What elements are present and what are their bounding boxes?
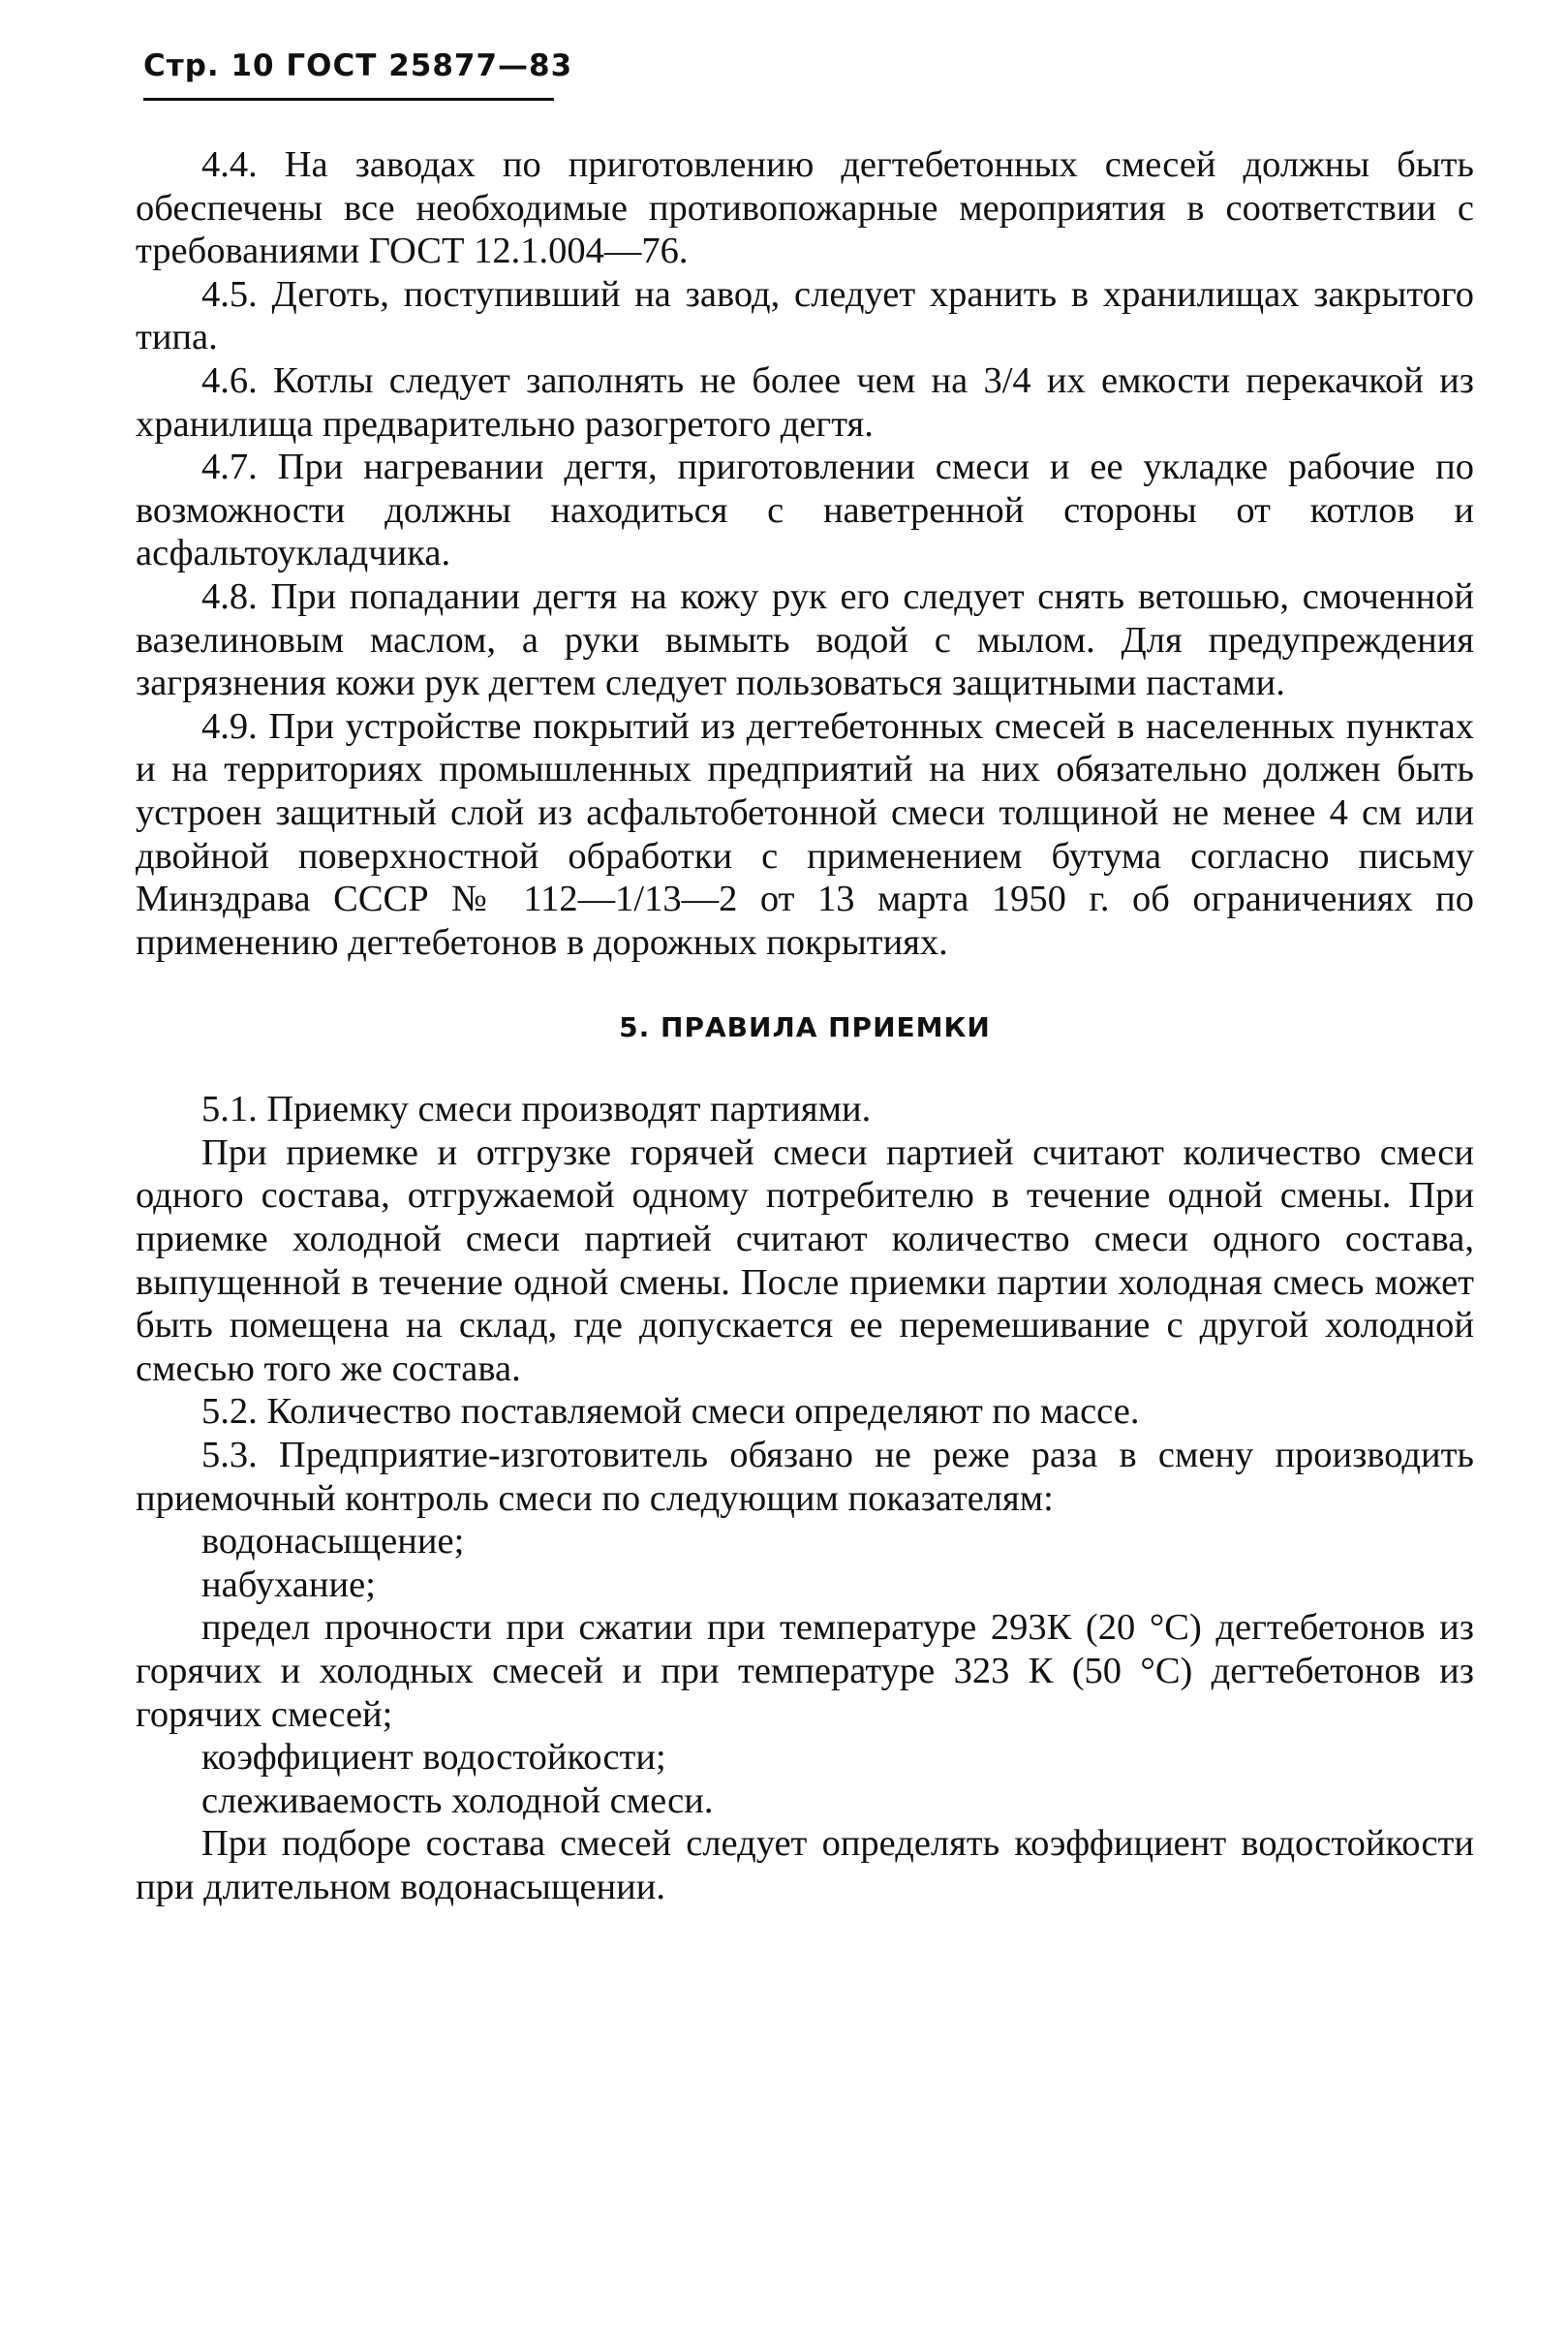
paragraph-5-1: 5.1. Приемку смеси производят партиями.	[201, 1089, 872, 1130]
document-body	[136, 143, 1474, 1909]
list-item-water-saturation: водонасыщение;	[201, 1521, 465, 1563]
header-rule	[143, 98, 554, 101]
paragraph-4-5: 4.5. Деготь, поступивший на завод, следует хранить в хранилищах закрытого типа.	[136, 273, 1474, 358]
page-header: Стр. 10 ГОСТ 25877—83	[143, 48, 573, 83]
list-item-swelling: набухание;	[201, 1563, 376, 1605]
paragraph-5-1-detail: При приемке и отгрузке горячей смеси партией считают количество смеси одного состава, отгружаемой одному потребителю в течение одной смены. При приемке холодной смеси партией считают количество смеси одного состава, выпущенной в течение одной смены. После приемки партии холодная смесь может быть помещена на склад, где допускается ее перемешивание с другой холодной смесью того же состава.	[136, 1131, 1474, 1389]
section-5-title: 5. ПРАВИЛА ПРИЕМКИ	[619, 1011, 991, 1044]
paragraph-5-3-note: При подборе состава смесей следует определять коэффициент водостойкости при длительном водонасыщении.	[136, 1823, 1474, 1907]
paragraph-5-3: 5.3. Предприятие-изготовитель обязано не реже раза в смену производить приемочный контроль смеси по следующим показателям:	[136, 1435, 1474, 1519]
paragraph-4-6: 4.6. Котлы следует заполнять не более чем на 3/4 их емкости перекачкой из хранилища предварительно разогретого дегтя.	[136, 359, 1474, 445]
paragraph-4-8: 4.8. При попадании дегтя на кожу рук его следует снять ветошью, смоченной вазелиновым маслом, а руки вымыть водой с мылом. Для предупреждения загрязнения кожи рук дегтем следует пользоваться защитными пастами.	[136, 575, 1474, 704]
list-item-compressive-strength: предел прочности при сжатии при температуре 293К (20 °С) дегтебетонов из горячих и холодных смесей и при температуре 323 К (50 °С) дегтебетонов из горячих смесей;	[136, 1607, 1474, 1735]
list-item-caking: слеживаемость холодной смеси.	[201, 1779, 714, 1821]
list-item-water-resistance: коэффициент водостойкости;	[201, 1737, 666, 1779]
paragraph-5-2: 5.2. Количество поставляемой смеси определяют по массе.	[201, 1391, 1140, 1433]
paragraph-4-7: 4.7. При нагревании дегтя, приготовлении смеси и ее укладке рабочие по возможности должны находиться с наветренной стороны от котлов и асфальтоукладчика.	[136, 447, 1474, 574]
paragraph-4-9: 4.9. При устройстве покрытий из дегтебетонных смесей в населенных пунктах и на территориях промышленных предприятий на них обязательно должен быть устроен защитный слой из асфальтобетонной смеси толщиной не менее 4 см или двойной поверхностной обработки с применением бутума согласно письму Минздрава СССР № 112—1/13—2 от 13 марта 1950 г. об ограничениях по применению дегтебетонов в дорожных покрытиях.	[136, 705, 1474, 963]
paragraph-4-4: 4.4. На заводах по приготовлению дегтебетонных смесей должны быть обеспечены все необходимые противопожарные мероприятия в соответствии с требованиями ГОСТ 12.1.004—76.	[136, 144, 1474, 272]
